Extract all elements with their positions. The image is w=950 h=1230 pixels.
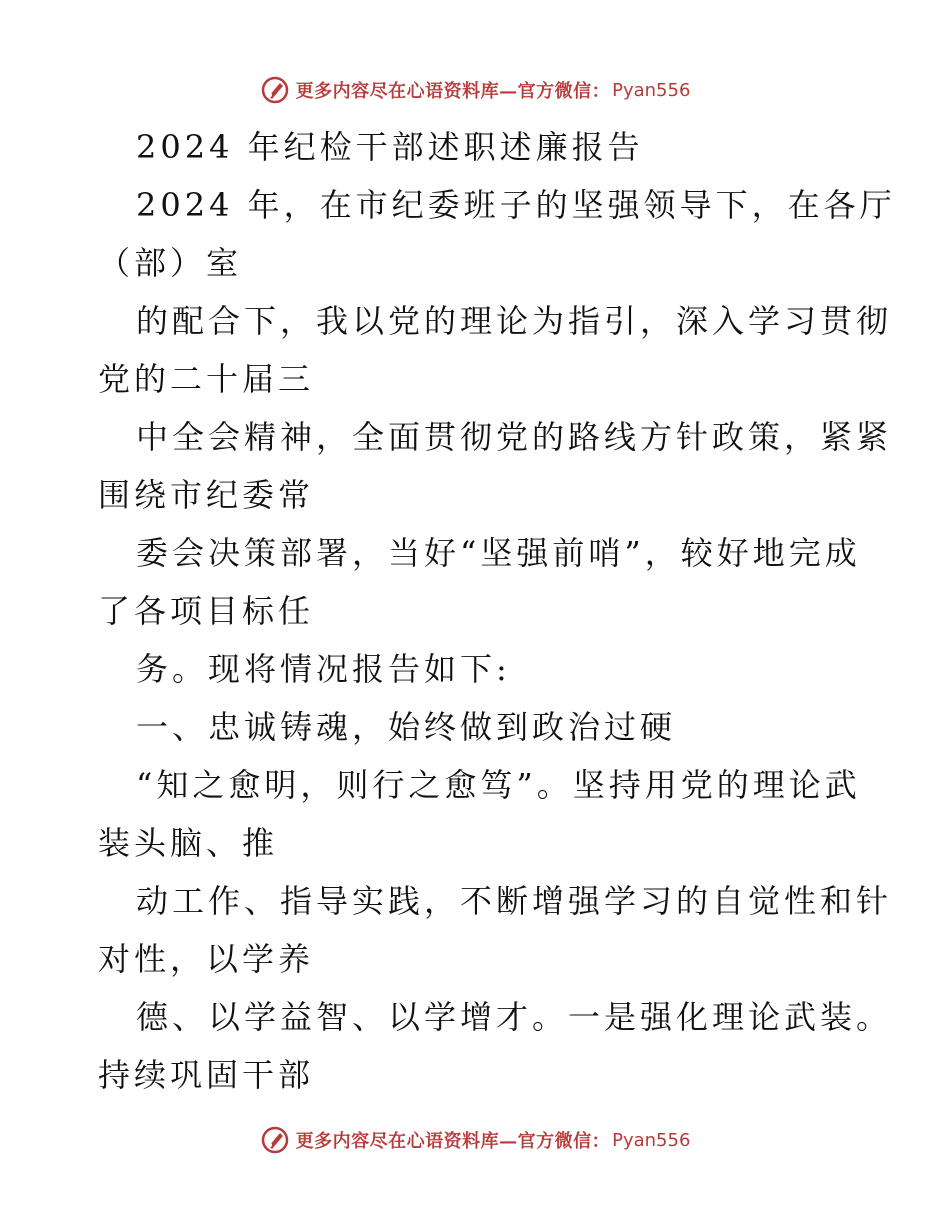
- text-line: 中全会精神，全面贯彻党的路线方针政策，紧紧: [136, 418, 893, 456]
- pen-circle-logo-icon: [260, 75, 290, 105]
- text-line: 的配合下，我以党的理论为指引，深入学习贯彻: [136, 302, 893, 340]
- pen-circle-logo-icon: [260, 1125, 290, 1155]
- text-line: （部）室: [98, 244, 243, 282]
- section-heading: 一、忠诚铸魂，始终做到政治过硬: [136, 708, 677, 746]
- text-line: 动工作、指导实践，不断增强学习的自觉性和针: [136, 882, 893, 920]
- footer-banner: [0, 1120, 950, 1160]
- text-line: 了各项目标任: [98, 592, 315, 630]
- banner-wechat-id: Pyan556: [612, 79, 691, 101]
- header-banner: [0, 70, 950, 110]
- text-line: “知之愈明，则行之愈笃”。坚持用党的理论武: [136, 766, 861, 804]
- document-title: 2024 年纪检干部述职述廉报告: [136, 128, 644, 166]
- text-line: 装头脑、推: [98, 824, 279, 862]
- banner-text: 更多内容尽在心语资料库—官方微信：: [295, 81, 611, 102]
- text-line: 持续巩固干部: [98, 1056, 315, 1094]
- text-line: 对性，以学养: [98, 940, 315, 978]
- banner-text: 更多内容尽在心语资料库—官方微信：: [295, 1131, 611, 1152]
- text-line: 党的二十届三: [98, 360, 315, 398]
- text-line: 务。现将情况报告如下:: [136, 650, 511, 688]
- text-line: 2024 年，在市纪委班子的坚强领导下，在各厅: [136, 186, 896, 224]
- document-body: [98, 118, 896, 1104]
- text-line: 德、以学益智、以学增才。一是强化理论武装。: [136, 998, 893, 1036]
- text-line: 委会决策部署，当好“坚强前哨”，较好地完成: [136, 534, 861, 572]
- text-line: 围绕市纪委常: [98, 476, 315, 514]
- banner-wechat-id: Pyan556: [612, 1129, 691, 1151]
